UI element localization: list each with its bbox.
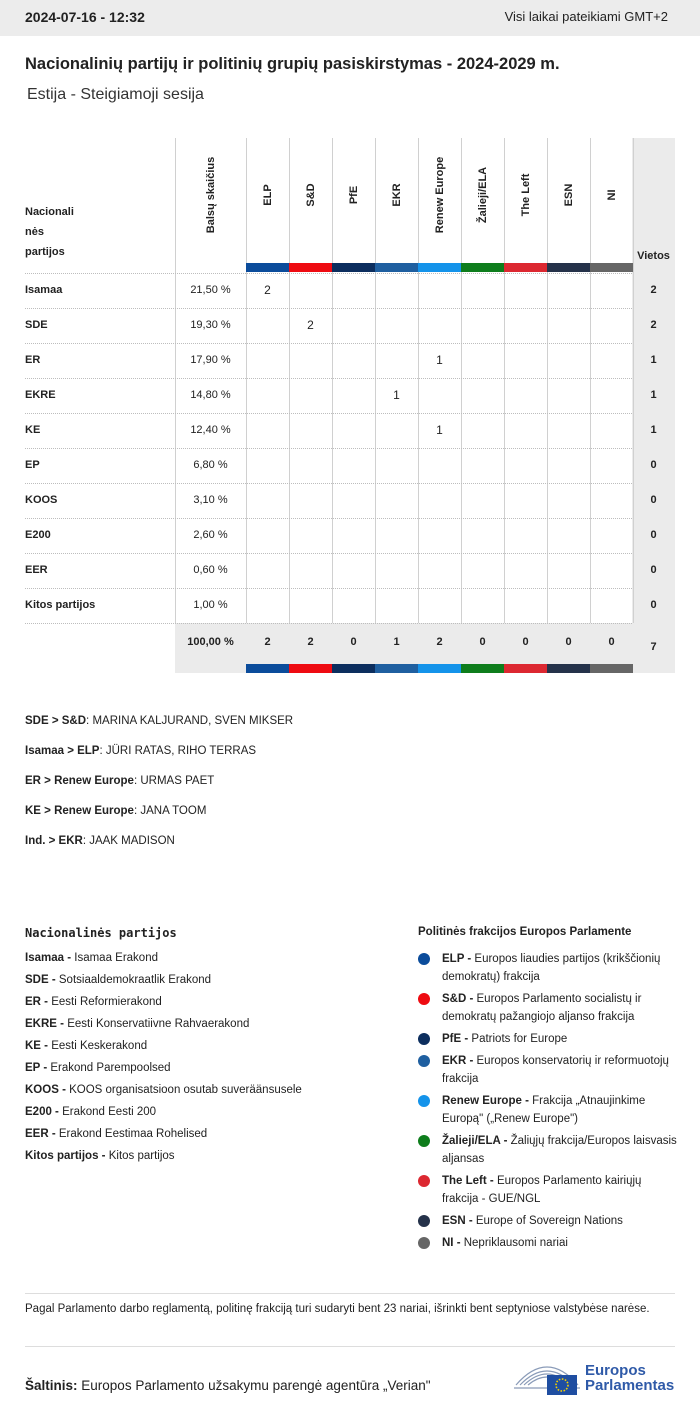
legend-dash: - (486, 1175, 497, 1187)
group-color-bar (375, 263, 418, 272)
group-legend-text (442, 1030, 678, 1048)
member-line (25, 835, 175, 847)
row-total-seats: 0 (650, 528, 657, 541)
vote-share: 6,80 % (193, 458, 228, 471)
source-label: Šaltinis: (25, 1378, 78, 1393)
row-divider (25, 553, 632, 554)
party-name: EER (25, 563, 48, 576)
group-color-dot-icon (418, 1055, 430, 1067)
member-separator: : (133, 805, 141, 817)
group-abbr: Renew Europe (442, 1095, 522, 1107)
row-divider (25, 448, 632, 449)
divider (25, 1346, 675, 1347)
legend-dash: - (521, 1095, 533, 1107)
national-legend-item (25, 1150, 175, 1162)
member-names: MARINA KALJURAND, SVEN MIKSER (92, 715, 294, 727)
timezone-note: Visi laikai pateikiami GMT+2 (504, 9, 668, 24)
group-legend-text (442, 1132, 678, 1168)
group-full-name: Europos Parlamento socialistų ir demokratų pažangiojo aljanso frakcija (442, 993, 642, 1023)
national-party-abbr: E200 (25, 1106, 52, 1118)
column-divider (418, 138, 419, 623)
group-legend-text (442, 1092, 678, 1128)
group-total-seats: 2 (436, 636, 443, 648)
seats-column-header: Vietos (637, 250, 670, 262)
member-names: JANA TOOM (140, 805, 207, 817)
seat-count: 1 (436, 422, 443, 437)
column-divider (175, 138, 176, 623)
group-color-bar (547, 664, 590, 673)
column-divider (332, 138, 333, 623)
national-party-name: Erakond Parempoolsed (50, 1062, 171, 1074)
party-name: EP (25, 458, 40, 471)
group-legend-item (418, 1234, 678, 1270)
legend-dash: - (40, 1062, 51, 1074)
legend-dash: - (48, 974, 59, 986)
column-divider (246, 138, 247, 623)
row-divider (25, 413, 632, 414)
group-color-dot-icon (418, 953, 430, 965)
group-color-dot-icon (418, 1237, 430, 1249)
group-legend-item (418, 950, 678, 986)
party-column-header: Nacionali nės partijos (25, 206, 74, 258)
group-legend-text (442, 1212, 678, 1230)
divider (25, 1293, 675, 1294)
group-total-seats: 0 (350, 636, 357, 648)
national-legend-item (25, 1040, 147, 1052)
row-total-seats: 1 (650, 423, 657, 436)
row-total-seats: 0 (650, 458, 657, 471)
party-name: SDE (25, 318, 48, 331)
national-legend-item (25, 1084, 302, 1096)
row-divider (25, 378, 632, 379)
party-name: E200 (25, 528, 51, 541)
group-column-header: Žalieji/ELA (476, 166, 489, 224)
legend-dash: - (464, 953, 475, 965)
legend-dash: - (40, 996, 52, 1008)
group-color-bar (418, 664, 461, 673)
group-full-name: Žaliųjų frakcija/Europos laisvasis aljansas (442, 1135, 677, 1165)
group-color-bar (590, 664, 633, 673)
row-total-seats: 0 (650, 563, 657, 576)
group-color-bar (246, 263, 289, 272)
member-separator: : (82, 835, 90, 847)
group-legend-item (418, 1052, 678, 1088)
group-column-header: NI (605, 189, 618, 201)
row-divider (25, 518, 632, 519)
national-party-abbr: ER (25, 996, 41, 1008)
group-color-bar (418, 263, 461, 272)
legend-dash: - (466, 1055, 477, 1067)
parliament-emblem-icon (514, 1355, 580, 1395)
group-full-name: Europos Parlamento kairiųjų frakcija - GUE/NGL (442, 1175, 642, 1205)
group-color-bar (289, 664, 332, 673)
row-divider (25, 623, 632, 624)
legend-dash: - (461, 1033, 472, 1045)
vote-share: 19,30 % (190, 318, 231, 331)
national-party-abbr: EKRE (25, 1018, 57, 1030)
national-legend-item (25, 1018, 249, 1030)
group-color-bar (504, 664, 547, 673)
group-color-dot-icon (418, 1215, 430, 1227)
group-legend-text (442, 1052, 678, 1088)
national-legend-item (25, 1106, 156, 1118)
group-column-header: S&D (304, 183, 317, 207)
national-legend-title: Nacionalinės partijos (25, 926, 177, 940)
group-color-bar (461, 263, 504, 272)
group-abbr: Žalieji/ELA (442, 1135, 501, 1147)
group-abbr: EKR (442, 1055, 467, 1067)
legend-dash: - (64, 952, 75, 964)
vote-share: 2,60 % (193, 528, 228, 541)
member-separator: : (133, 775, 141, 787)
member-line (25, 805, 206, 817)
party-name: KOOS (25, 493, 58, 506)
member-separator: : (99, 745, 106, 757)
legend-dash: - (465, 1215, 476, 1227)
member-names: JÜRI RATAS, RIHO TERRAS (105, 745, 257, 757)
group-color-dot-icon (418, 1095, 430, 1107)
party-name: Isamaa (25, 283, 63, 296)
group-abbr: ELP (442, 953, 465, 965)
legend-dash: - (56, 1018, 68, 1030)
row-divider (25, 273, 632, 274)
column-divider (633, 138, 634, 623)
member-separator: : (86, 715, 93, 727)
group-color-dot-icon (418, 1033, 430, 1045)
member-line (25, 775, 214, 787)
member-line (25, 745, 256, 757)
group-abbr: PfE (442, 1033, 462, 1045)
source-text: Europos Parlamento užsakymu parengė agentūra „Verian" (81, 1378, 431, 1393)
party-name: EKRE (25, 388, 56, 401)
vote-share: 1,00 % (193, 598, 228, 611)
page-title: Nacionalinių partijų ir politinių grupių pasiskirstymas - 2024-2029 m. (25, 55, 560, 73)
row-total-seats: 2 (650, 318, 657, 331)
national-party-name: Eesti Reformierakond (51, 996, 162, 1008)
group-legend-text (442, 1172, 678, 1208)
group-legend-item (418, 1172, 678, 1208)
vote-share: 3,10 % (193, 493, 228, 506)
party-name: Kitos partijos (25, 598, 96, 611)
group-full-name: Frakcija „Atnaujinkime Europą" („Renew Europe") (442, 1095, 646, 1125)
seat-count: 1 (393, 387, 400, 402)
page-subtitle: Estija - Steigiamoji sesija (27, 86, 204, 103)
national-legend-item (25, 952, 158, 964)
group-full-name: Europos konservatorių ir reformuotojų frakcija (442, 1055, 669, 1085)
group-color-bar (332, 664, 375, 673)
national-legend-item (25, 1128, 207, 1140)
member-line (25, 715, 293, 727)
timestamp: 2024-07-16 - 12:32 (25, 9, 145, 25)
member-affiliation: Ind. > EKR (25, 835, 83, 847)
grand-total-seats: 7 (650, 641, 657, 653)
seat-distribution-table (0, 0, 700, 700)
group-color-bar (461, 664, 504, 673)
column-divider (504, 138, 505, 623)
group-full-name: Nepriklausomi nariai (463, 1237, 568, 1249)
national-party-name: Erakond Eestimaa Rohelised (58, 1128, 208, 1140)
group-color-bar (246, 664, 289, 673)
group-total-seats: 1 (393, 636, 400, 648)
national-party-name: KOOS organisatsioon osutab suveräänsusele (69, 1084, 302, 1096)
group-full-name: Europos liaudies partijos (krikščionių demokratų) frakcija (442, 953, 661, 983)
group-color-bar (289, 263, 332, 272)
row-total-seats: 0 (650, 598, 657, 611)
national-party-abbr: Isamaa (25, 952, 65, 964)
group-color-bar (547, 263, 590, 272)
group-legend-item (418, 1092, 678, 1128)
european-parliament-logo (514, 1355, 679, 1395)
group-legend-title: Politinės frakcijos Europos Parlamente (418, 926, 632, 938)
row-total-seats: 0 (650, 493, 657, 506)
logo-line-2: Parlamentas (585, 1377, 675, 1394)
group-total-seats: 0 (608, 636, 615, 648)
group-abbr: NI (442, 1237, 454, 1249)
vote-share: 21,50 % (190, 283, 231, 296)
group-column-header: EKR (390, 183, 403, 207)
group-abbr: ESN (442, 1215, 466, 1227)
row-divider (25, 343, 632, 344)
source-line (25, 1378, 431, 1393)
group-total-seats: 2 (264, 636, 271, 648)
national-party-abbr: SDE (25, 974, 49, 986)
member-affiliation: ER > Renew Europe (25, 775, 134, 787)
group-abbr: S&D (442, 993, 467, 1005)
national-party-name: Erakond Eesti 200 (62, 1106, 157, 1118)
legend-dash: - (453, 1237, 464, 1249)
national-party-name: Eesti Konservatiivne Rahvaerakond (67, 1018, 250, 1030)
column-divider (590, 138, 591, 623)
group-abbr: The Left (442, 1175, 487, 1187)
legend-dash: - (466, 993, 477, 1005)
member-affiliation: SDE > S&D (25, 715, 87, 727)
national-party-name: Isamaa Erakond (74, 952, 158, 964)
vote-share: 12,40 % (190, 423, 231, 436)
column-divider (547, 138, 548, 623)
logo-line-1: Europos (585, 1362, 646, 1379)
group-column-header: Renew Europe (433, 156, 446, 234)
national-legend-item (25, 974, 211, 986)
legend-dash: - (48, 1128, 59, 1140)
party-name: ER (25, 353, 41, 366)
group-total-seats: 0 (522, 636, 529, 648)
seat-count: 2 (264, 282, 271, 297)
vote-share: 17,90 % (190, 353, 231, 366)
group-total-seats: 0 (565, 636, 572, 648)
legend-dash: - (500, 1135, 511, 1147)
group-full-name: Europe of Sovereign Nations (475, 1215, 623, 1227)
column-divider (289, 138, 290, 623)
legend-dash: - (51, 1106, 63, 1118)
votes-column-header: Balsų skaičius (205, 156, 217, 234)
vote-share: 0,60 % (193, 563, 228, 576)
row-divider (25, 308, 632, 309)
group-color-dot-icon (418, 1175, 430, 1187)
group-color-bar (332, 263, 375, 272)
party-name: KE (25, 423, 41, 436)
column-divider (375, 138, 376, 623)
group-legend-text (442, 990, 678, 1026)
group-legend-item (418, 1132, 678, 1168)
national-legend-item (25, 1062, 171, 1074)
group-column-header: The Left (519, 173, 532, 217)
rules-note: Pagal Parlamento darbo reglamentą, politinę frakciją turi sudaryti bent 23 nariai, išrinkti bent septyniose valstybėse narėse. (25, 1303, 650, 1315)
row-divider (25, 483, 632, 484)
national-legend-item (25, 996, 162, 1008)
row-total-seats: 1 (650, 353, 657, 366)
national-party-name: Eesti Keskerakond (51, 1040, 148, 1052)
member-names: URMAS PAET (140, 775, 215, 787)
group-legend-text (442, 1234, 678, 1252)
row-total-seats: 1 (650, 388, 657, 401)
group-column-header: ESN (562, 183, 575, 207)
member-affiliation: Isamaa > ELP (25, 745, 100, 757)
national-party-abbr: EP (25, 1062, 41, 1074)
group-total-seats: 2 (307, 636, 314, 648)
seat-count: 1 (436, 352, 443, 367)
legend-dash: - (98, 1150, 109, 1162)
national-party-abbr: Kitos partijos (25, 1150, 99, 1162)
national-party-name: Sotsiaaldemokraatlik Erakond (58, 974, 212, 986)
seat-count: 2 (307, 317, 314, 332)
group-color-dot-icon (418, 993, 430, 1005)
group-color-bar (504, 263, 547, 272)
seats-column-background (632, 138, 675, 673)
vote-share: 14,80 % (190, 388, 231, 401)
national-party-abbr: KE (25, 1040, 41, 1052)
group-full-name: Patriots for Europe (471, 1033, 568, 1045)
column-divider (461, 138, 462, 623)
group-legend-item (418, 990, 678, 1026)
group-color-dot-icon (418, 1135, 430, 1147)
member-names: JAAK MADISON (89, 835, 175, 847)
group-legend-text (442, 950, 678, 986)
row-divider (25, 588, 632, 589)
group-color-bar (375, 664, 418, 673)
national-party-name: Kitos partijos (108, 1150, 175, 1162)
legend-dash: - (40, 1040, 52, 1052)
national-party-abbr: KOOS (25, 1084, 59, 1096)
group-color-bar (590, 263, 633, 272)
group-column-header: ELP (261, 184, 274, 206)
row-total-seats: 2 (650, 283, 657, 296)
total-vote-share: 100,00 % (187, 636, 234, 648)
group-column-header: PfE (347, 185, 360, 205)
national-party-abbr: EER (25, 1128, 49, 1140)
member-affiliation: KE > Renew Europe (25, 805, 134, 817)
legend-dash: - (58, 1084, 70, 1096)
group-total-seats: 0 (479, 636, 486, 648)
